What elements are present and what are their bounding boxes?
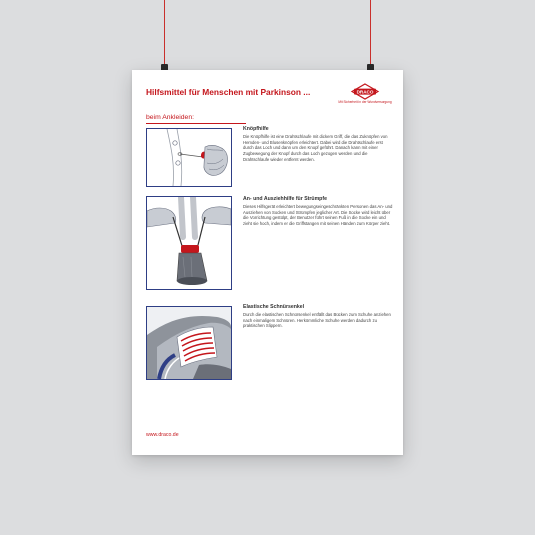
section-divider [146,123,246,124]
poster-title: Hilfsmittel für Menschen mit Parkinson ... [146,87,311,97]
sock-aid-illustration [146,196,232,290]
logo-wordmark: DRACO [356,89,374,95]
buttoning-aid-illustration [146,128,232,187]
elastic-laces-illustration [146,306,232,380]
hanging-wire-left [164,0,165,66]
item-heading-buttoning-aid: Knöpfhilfe [243,126,269,132]
logo-tagline: Mit Sicherheit in der Wundversorgung [338,100,392,104]
website-link[interactable]: www.draco.de [146,432,179,438]
item-text-buttoning-aid: Die Knöpfhilfe ist eine Drahtschlaufe mit dickem Griff, die das Zuknöpfen von Hemden- und Blusenknöpfen erleichtert. Dabei wird die Drahtschlaufe erst durch das Loch und dann um den Knopf geführt. Danach kann mit einer Zugbewegung der Knopf durch das Loch gezogen werden und die Drahtschlaufe wieder entfernt werden. [243,134,388,162]
item-heading-elastic-laces: Elastische Schnürsenkel [243,304,305,310]
item-heading-sock-aid: An- und Ausziehhilfe für Strümpfe [243,196,327,202]
hanging-wire-right [370,0,371,66]
section-label: beim Ankleiden: [146,114,194,121]
item-text-elastic-laces: Durch die elastischen Schnürsenkel entfällt das Bücken zum Schuhe anziehen nach einmaligem Schnüren. Herkömmliche Schuhe werden dadurch zu praktischen Slippern. [243,312,391,329]
item-text-sock-aid: Dieses Hilfsgerät erleichtert bewegungseingeschränkten Personen das An- und Ausziehen von Socken und Strümpfen jeglicher Art. Die Socke wird leicht über die Vorrichtung gestülpt, der Benutzer führt seinen Fuß in die Socke ein und zieht sie hoch, indem er die Griffstangen mit seinen Händen zum Körper zieht. [243,204,393,227]
draco-logo [337,83,393,109]
poster [132,70,403,455]
